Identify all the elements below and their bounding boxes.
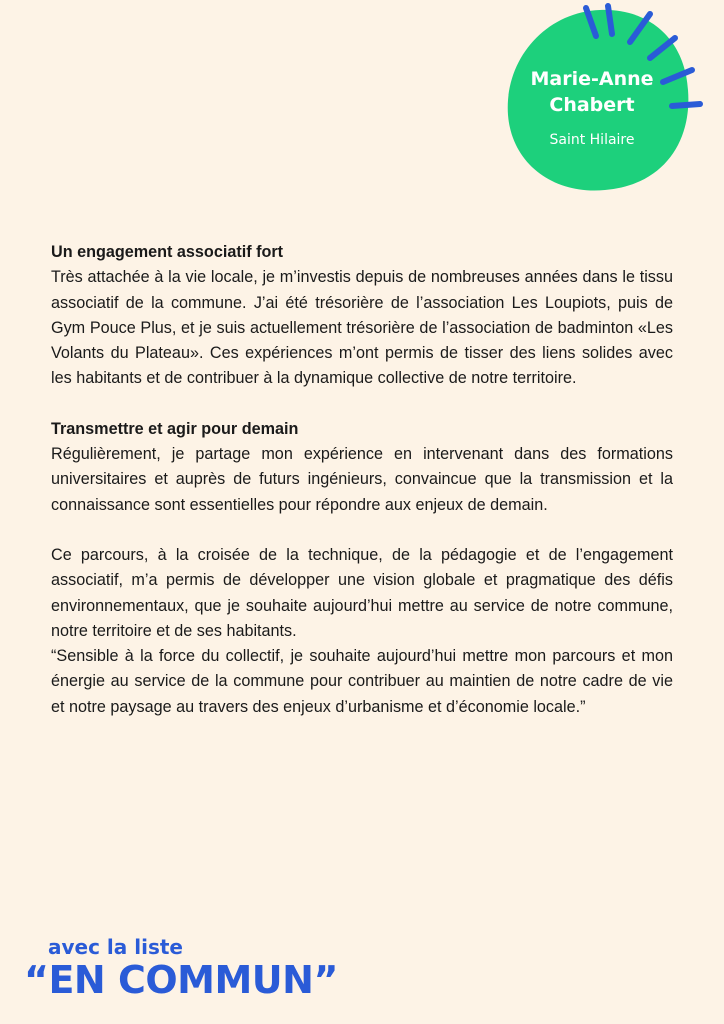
section-parcours-conclusion bbox=[51, 543, 673, 720]
quote-paragraph: “Sensible à la force du collectif, je souhaite aujourd’hui mettre mon parcours et mon énergie au service de la commune pour contribuer au maintien de notre cadre de vie et notre paysage au travers des enjeux d’urbanisme et d’économie locale.” bbox=[51, 647, 673, 716]
section-paragraph: Très attachée à la vie locale, je m’investis depuis de nombreuses années dans le tissu associatif de la commune. J’ai été trésorière de l’association Les Loupiots, puis de Gym Pouce Plus, et je suis actuellement trésorière de l’association de badminton «Les Volants du Plateau». Ces expériences m’ont permis de tisser des liens solides avec les habitants et de contribuer à la dynamique collective de notre territoire. bbox=[51, 268, 673, 388]
list-subtitle: avec la liste bbox=[48, 935, 183, 959]
candidate-first-name: Marie-Anne bbox=[530, 68, 654, 90]
section-transmettre-agir bbox=[51, 417, 673, 518]
candidate-badge bbox=[500, 0, 724, 200]
section-paragraph: Ce parcours, à la croisée de la technique, de la pédagogie et de l’engagement associatif, m’a permis de développer une vision globale et pragmatique des défis environnementaux, que je souhaite aujourd’hui mettre au service de notre commune, notre territoire et de ses habitants. bbox=[51, 545, 673, 640]
section-engagement-associatif bbox=[51, 240, 673, 392]
list-logo bbox=[24, 934, 338, 1000]
section-paragraph: Régulièrement, je partage mon expérience en intervenant dans des formations universitaires et auprès de futurs ingénieurs, convaincue que la transmission et la connaissance sont essentielles pour répondre aux enjeux de demain. bbox=[51, 445, 673, 514]
section-title: Transmettre et agir pour demain bbox=[51, 419, 299, 438]
section-title: Un engagement associatif fort bbox=[51, 243, 284, 261]
candidate-last-name: Chabert bbox=[549, 94, 635, 116]
biography-content bbox=[51, 240, 673, 745]
candidate-town: Saint Hilaire bbox=[549, 132, 635, 148]
list-title: “EN COMMUN” bbox=[24, 958, 338, 1002]
candidate-name bbox=[522, 66, 662, 118]
